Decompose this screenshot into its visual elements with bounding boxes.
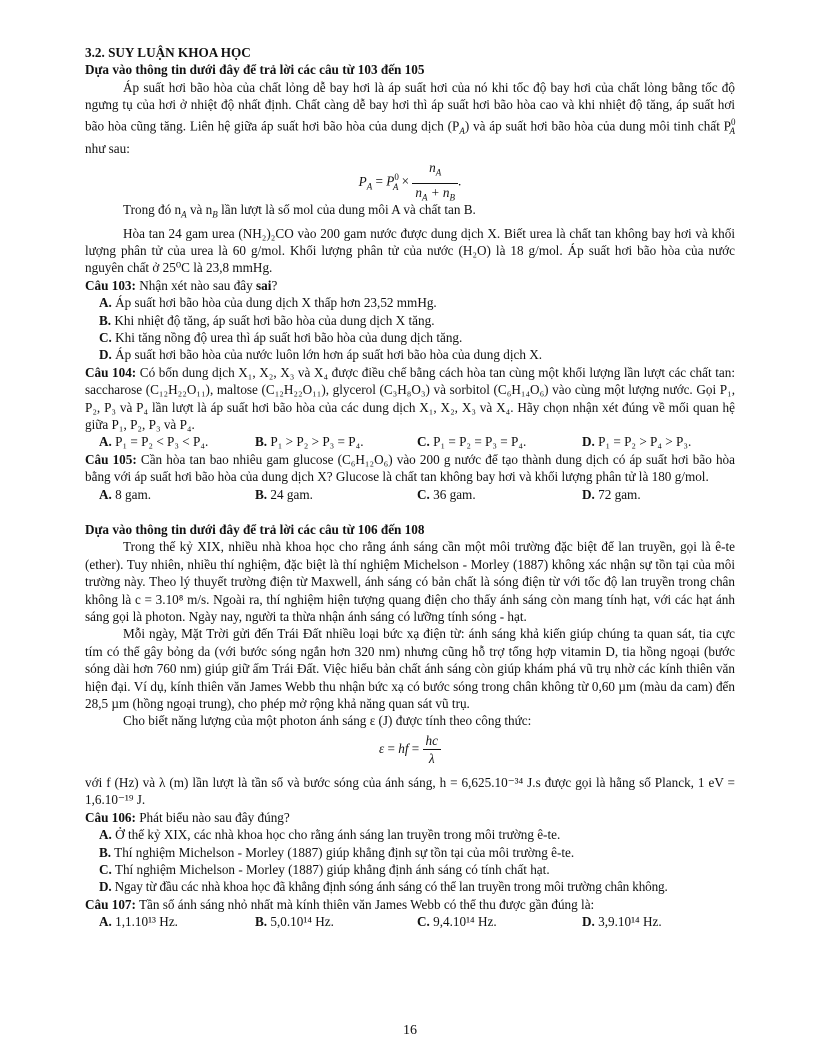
group1-paragraph-2: Trong đó $n_A$ và $n_B$ lần lượt là số mol của dung môi A và chất tan B. <box>123 202 476 221</box>
q104-option-d[interactable]: D. P₁ = P₂ > P₄ > P₃. <box>582 434 692 450</box>
group1-heading: Dựa vào thông tin dưới đây để trả lời các câu từ 103 đến 105 <box>85 62 425 78</box>
q107-option-a[interactable]: A. 1,1.10¹³ Hz. <box>99 914 178 930</box>
question-107: Câu 107: Tần số ánh sáng nhỏ nhất mà kính thiên văn James Webb có thể thu được gần đúng là: <box>85 896 595 912</box>
q105-option-d[interactable]: D. 72 gam. <box>582 486 641 502</box>
q107-option-b[interactable]: B. 5,0.10¹⁴ Hz. <box>255 914 334 930</box>
q103-option-b[interactable]: B. Khi nhiệt độ tăng, áp suất hơi bão hòa của dung dịch X tăng. <box>99 312 435 328</box>
q106-option-b[interactable]: B. Thí nghiệm Michelson - Morley (1887) giúp khẳng định sự tồn tại của môi trường ê-te. <box>99 844 575 860</box>
q103-option-c[interactable]: C. Khi tăng nồng độ urea thì áp suất hơi bão hòa của dung dịch tăng. <box>99 329 463 345</box>
question-105: Câu 105: Cần hòa tan bao nhiêu gam glucose (C₆H₁₂O₆) vào 200 g nước để tạo thành dung dịch có áp suất hơi bão hòa bằng với áp suất hơi bão hòa của dung dịch X? Glucose là chất tan không bay hơi và khối lượng phân tử là 180 g/mol. <box>85 451 736 485</box>
q107-option-d[interactable]: D. 3,9.10¹⁴ Hz. <box>582 914 662 930</box>
q104-option-a[interactable]: A. P₁ = P₂ < P₃ < P₄. <box>99 434 209 450</box>
section-title: 3.2. SUY LUẬN KHOA HỌC <box>85 45 251 60</box>
q107-options <box>85 913 735 930</box>
document-page <box>85 44 735 931</box>
group2-heading: Dựa vào thông tin dưới đây để trả lời các câu từ 106 đến 108 <box>85 522 425 538</box>
q105-option-b[interactable]: B. 24 gam. <box>255 486 313 502</box>
q105-option-c[interactable]: C. 36 gam. <box>417 486 476 502</box>
q107-option-c[interactable]: C. 9,4.10¹⁴ Hz. <box>417 914 497 930</box>
q105-options <box>85 486 735 503</box>
q104-option-b[interactable]: B. P₁ > P₂ > P₃ = P₄. <box>255 434 364 450</box>
question-106: Câu 106: Phát biểu nào sau đây đúng? <box>85 809 290 825</box>
q104-options <box>85 433 735 450</box>
question-104: Câu 104: Có bốn dung dịch X₁, X₂, X₃ và X₄ được điều chế bằng cách hòa tan cùng một khối lượng lần lượt các chất tan: saccharose (C₁₂H₂₂O₁₁), maltose (C₁₂H₂₂O₁₁), glycerol (C₃H₈O₃) và sorbitol (C₆H₁₄O₆) vào cùng một lượng nước. Gọi P₁, P₂, P₃ và P₄ lần lượt là áp suất hơi bão hòa của các dung dịch X₁, X₂, X₃ và X₄. Hãy chọn nhận xét đúng về mối quan hệ giữa P₁, P₂, P₃ và P₄. <box>85 364 736 432</box>
q106-option-a[interactable]: A. Ở thế kỷ XIX, các nhà khoa học cho rằng ánh sáng lan truyền trong môi trường ê-te. <box>99 827 561 843</box>
q106-option-c[interactable]: C. Thí nghiệm Michelson - Morley (1887) giúp khẳng định ánh sáng có tính chất hạt. <box>99 861 550 877</box>
page-number: 16 <box>403 1023 417 1038</box>
group2-paragraph-2: Mỗi ngày, Mặt Trời gửi đến Trái Đất nhiều loại bức xạ điện từ: ánh sáng khả kiến giúp chúng ta quan sát, tia cực tím có thể gây bỏng da (với bước sóng ngắn hơn 320 nm) nhưng cũng hỗ trợ tổng hợp vitamin D, tia hồng ngoại (bước sóng dài hơn 760 nm) giúp giữ ấm Trái Đất. Việc hiểu bản chất ánh sáng còn giúp khám phá vũ trụ nhờ các kính thiên văn hiện đại. Ví dụ, kính thiên văn James Webb thu nhận bức xạ có bước sóng trong chân không từ 0,60 µm (màu da cam) đến 28,5 µm (hồng ngoại trung), cho phép mở rộng khả năng quan sát vũ trụ. <box>85 626 735 712</box>
group1-paragraph-3: Hòa tan 24 gam urea (NH₂)₂CO vào 200 gam nước được dung dịch X. Biết urea là chất tan không bay hơi và khối lượng phân tử của urea là 60 g/mol. Khối lượng phân tử của nước (H₂O) là 18 g/mol. Áp suất hơi bão hòa của nước nguyên chất ở 25⁰C là 23,8 mmHg. <box>85 225 735 276</box>
q106-option-d[interactable]: D. Ngay từ đầu các nhà khoa học đã khẳng định sóng ánh sáng có thể lan truyền trong môi trường chân không. <box>99 879 668 895</box>
group2-paragraph-3: Cho biết năng lượng của một photon ánh sáng ε (J) được tính theo công thức: <box>123 713 532 729</box>
group2-paragraph-4: với f (Hz) và λ (m) lần lượt là tần số và bước sóng của ánh sáng, h = 6,625.10⁻³⁴ J.s được gọi là hằng số Planck, 1 eV = 1,6.10⁻¹⁹ J. <box>85 774 735 808</box>
group2-paragraph-1: Trong thế kỷ XIX, nhiều nhà khoa học cho rằng ánh sáng cần một môi trường đặc biệt để lan truyền, gọi là ê-te (ether). Tuy nhiên, nhiều thí nghiệm, đặc biệt là thí nghiệm Michelson - Morley (1887) không xác nhận sự tồn tại của môi trường này. Theo lý thuyết trường điện từ Maxwell, ánh sáng có bản chất là sóng điện từ với tốc độ lan truyền trong chân không là c = 3.10⁸ m/s. Ngoài ra, thí nghiệm hiện tượng quang điện cho thấy ánh sáng còn mang tính hạt, với các hạt ánh sáng gọi là photon. Ngày nay, người ta thừa nhận ánh sáng có lưỡng tính sóng - hạt. <box>85 539 735 625</box>
group1-paragraph-1: Áp suất hơi bão hòa của chất lỏng dễ bay hơi là áp suất hơi của nó khi tốc độ bay hơi của chất lỏng bằng tốc độ ngưng tụ của hơi ở nhiệt độ nhất định. Chất càng dễ bay hơi thì áp suất hơi bão hòa cao và khi nhiệt độ tăng, áp suất hơi bão hòa cũng tăng. Liên hệ giữa áp suất hơi bão hòa của dung dịch $(P_A)$ và áp suất hơi bão hòa của dung môi tinh chất $P^0_A$ như sau: <box>85 79 736 157</box>
q104-option-c[interactable]: C. P₁ = P₂ = P₃ = P₄. <box>417 434 527 450</box>
q105-option-a[interactable]: A. 8 gam. <box>99 486 152 502</box>
vapor-pressure-formula: $P_A = P^0_A$ × $\frac{n_A}{n_A + n_B}$ . <box>358 160 462 203</box>
question-103: Câu 103: Nhận xét nào sau đây sai? <box>85 277 278 293</box>
q103-option-a[interactable]: A. Áp suất hơi bão hòa của dung dịch X thấp hơn 23,52 mmHg. <box>99 295 437 311</box>
q103-option-d[interactable]: D. Áp suất hơi bão hòa của nước luôn lớn hơn áp suất hơi bão hòa của dung dịch X. <box>99 347 543 363</box>
photon-energy-formula: ε = hf = $\frac{hc}{\lambda}$ <box>85 732 735 772</box>
